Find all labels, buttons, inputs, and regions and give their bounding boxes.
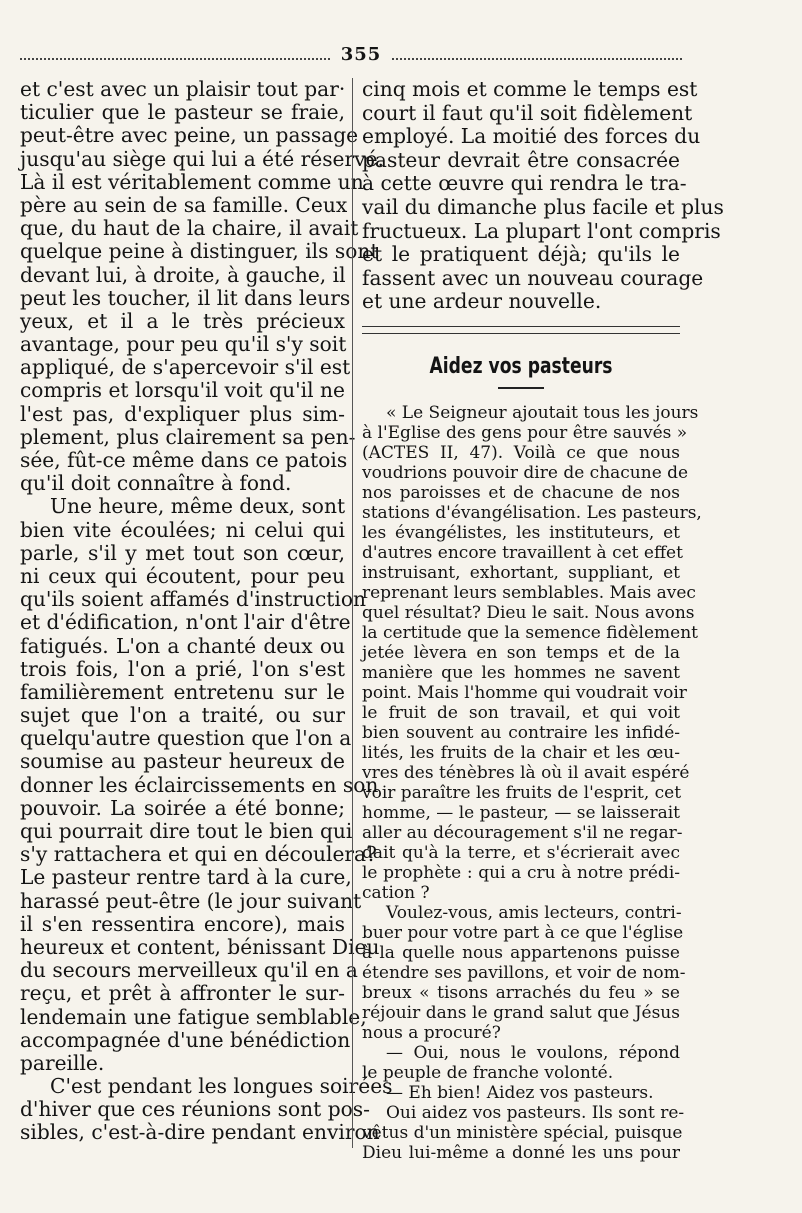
section-divider [362, 326, 680, 334]
title-dash [498, 387, 544, 389]
text-line: harassé peut-être (le jour suivant [20, 888, 362, 913]
text-line: instruisant, exhortant, suppliant, et [362, 562, 680, 583]
text-line: Le pasteur rentre tard à la cure, [20, 865, 352, 890]
text-line: lendemain une fatigue semblable, [20, 1004, 367, 1029]
text-line: point. Mais l'homme qui voudrait voir [362, 682, 687, 703]
text-line: heureux et content, bénissant Dieu [20, 934, 380, 959]
text-line: père au sein de sa famille. Ceux [20, 192, 348, 217]
text-line: — Oui, nous le voulons, répond [386, 1042, 680, 1063]
text-line: soumise au pasteur heureux de [20, 749, 345, 774]
text-line: s'y rattachera et qui en découlera? [20, 842, 377, 867]
text-line: quelque peine à distinguer, ils sont [20, 239, 379, 264]
text-line: étendre ses pavillons, et voir de nom- [362, 962, 686, 983]
text-line: à la quelle nous appartenons puisse [362, 942, 680, 963]
text-line: aller au découragement s'il ne regar- [362, 822, 683, 843]
text-line: Oui aidez vos pasteurs. Ils sont re- [386, 1102, 685, 1123]
text-line: nous a procuré? [362, 1022, 501, 1043]
text-line: « Le Seigneur ajoutait tous les jours [386, 402, 699, 423]
text-line: bien vite écoulées; ni celui qui [20, 517, 345, 542]
text-line: voir paraître les fruits de l'esprit, cet [362, 782, 682, 803]
text-line: reprenant leurs semblables. Mais avec [362, 582, 696, 603]
text-line: yeux, et il a le très précieux [20, 308, 345, 333]
text-line: sujet que l'on a traité, ou sur [20, 703, 345, 728]
text-line: vêtus d'un ministère spécial, puisque [362, 1122, 683, 1143]
text-line: trois fois, l'on a prié, l'on s'est [20, 656, 345, 681]
text-line: buer pour votre part à ce que l'église [362, 922, 684, 943]
text-line: Dieu lui-même a donné les uns pour [362, 1142, 680, 1163]
text-line: appliqué, de s'apercevoir s'il est [20, 355, 351, 380]
text-line: et c'est avec un plaisir tout par· [20, 77, 346, 101]
text-line: cinq mois et comme le temps est [362, 77, 698, 101]
text-line: Là il est véritablement comme un [20, 169, 364, 194]
text-line: compris et lorsqu'il voit qu'il ne [20, 378, 345, 403]
text-line: d'hiver que ces réunions sont pos- [20, 1097, 370, 1122]
text-line: devant lui, à droite, à gauche, il [20, 262, 346, 287]
text-line: donner les éclaircissements en son [20, 772, 379, 797]
text-line: lités, les fruits de la chair et les œu- [362, 742, 680, 763]
text-line: jusqu'au siège qui lui a été réservé. [20, 146, 384, 171]
text-line: quelqu'autre question que l'on a [20, 726, 352, 751]
article-title: Aidez vos pasteurs [429, 353, 613, 379]
text-line: du secours merveilleux qu'il en a [20, 958, 358, 983]
text-line: pasteur devrait être consacrée [362, 147, 680, 172]
article-body [362, 402, 702, 1163]
text-line: fructueux. La plupart l'ont compris [362, 218, 721, 243]
text-line: — Eh bien! Aidez vos pasteurs. [386, 1082, 654, 1103]
text-line: reçu, et prêt à affronter le sur- [20, 981, 345, 1006]
text-line: les évangélistes, les instituteurs, et [362, 522, 680, 543]
text-line: et le pratiquent déjà; qu'ils le [362, 242, 680, 267]
text-line: fatigués. L'on a chanté deux ou [20, 633, 345, 658]
text-line: bien souvent au contraire les infidé- [362, 722, 680, 743]
text-line: pouvoir. La soirée a été bonne; [20, 795, 345, 820]
left-column [20, 77, 393, 1145]
text-line: fassent avec un nouveau courage [362, 265, 704, 290]
text-line: vres des ténèbres là où il avait espéré [362, 762, 690, 783]
text-line: voudrions pouvoir dire de chacune de [362, 462, 689, 483]
header-rule-right [392, 58, 682, 60]
text-line: que, du haut de la chaire, il avait [20, 216, 359, 241]
text-line: qu'il doit connaître à fond. [20, 471, 292, 496]
text-line: à l'Eglise des gens pour être sauvés » [362, 422, 688, 443]
text-line: avantage, pour peu qu'il s'y soit [20, 332, 347, 357]
text-line: le fruit de son travail, et qui voit [362, 702, 680, 723]
text-line: stations d'évangélisation. Les pasteurs, [362, 502, 702, 523]
text-line: sée, fût-ce même dans ce patois [20, 448, 348, 472]
text-line: plement, plus clairement sa pen- [20, 424, 356, 449]
text-line: court il faut qu'il soit fidèlement [362, 100, 693, 125]
text-line: breux « tisons arrachés du feu » se [362, 982, 680, 1003]
text-line: jetée lèvera en son temps et de la [362, 642, 680, 663]
intro-paragraph [362, 77, 724, 314]
text-line: sibles, c'est-à-dire pendant environ [20, 1120, 380, 1145]
text-line: et d'édification, n'ont l'air d'être [20, 610, 351, 635]
text-line: homme, — le pasteur, — se laisserait [362, 802, 680, 823]
text-line: le prophète : qui a cru à notre prédi- [362, 862, 680, 883]
text-line: peut-être avec peine, un passage [20, 123, 359, 148]
text-line: qui pourrait dire tout le bien qui [20, 819, 353, 843]
text-line: ticulier que le pasteur se fraie, [20, 100, 345, 125]
text-line: d'autres encore travaillent à cet effet [362, 542, 683, 563]
text-line: réjouir dans le grand salut que Jésus [362, 1002, 680, 1023]
right-column [362, 77, 724, 1163]
text-line: à cette œuvre qui rendra le tra- [362, 171, 687, 196]
text-line: nos paroisses et de chacune de nos [362, 482, 680, 503]
header-rule-left [20, 58, 330, 60]
text-line: quel résultat? Dieu le sait. Nous avons [362, 602, 695, 623]
text-line: accompagnée d'une bénédiction [20, 1027, 351, 1052]
text-line: (ACTES II, 47). Voilà ce que nous [362, 442, 680, 463]
text-line: parle, s'il y met tout son cœur, [20, 540, 345, 565]
text-line: manière que les hommes ne savent [362, 662, 680, 683]
text-line: le peuple de franche volonté. [362, 1062, 614, 1083]
page-header [20, 40, 682, 70]
text-line: familièrement entretenu sur le [20, 679, 345, 704]
text-line: Une heure, même deux, sont [50, 494, 346, 519]
text-line: peut les toucher, il lit dans leurs [20, 285, 351, 310]
text-line: Voulez-vous, amis lecteurs, contri- [386, 902, 682, 923]
text-line: il s'en ressentira encore), mais [20, 911, 345, 936]
text-line: pareille. [20, 1050, 105, 1075]
text-line: employé. La moitié des forces du [362, 124, 701, 149]
column-separator [352, 78, 353, 1148]
page-number: 355 [340, 44, 382, 65]
text-line: ni ceux qui écoutent, pour peu [20, 563, 345, 588]
text-line: vail du dimanche plus facile et plus [362, 194, 724, 219]
text-line: qu'ils soient affamés d'instruction [20, 587, 366, 612]
text-line: l'est pas, d'expliquer plus sim- [20, 401, 345, 426]
text-line: cation ? [362, 882, 430, 903]
text-line: dait qu'à la terre, et s'écrierait avec [362, 842, 680, 863]
text-line: C'est pendant les longues soirées [50, 1074, 393, 1099]
text-line: la certitude que la semence fidèlement [362, 622, 698, 643]
text-line: et une ardeur nouvelle. [362, 289, 602, 314]
